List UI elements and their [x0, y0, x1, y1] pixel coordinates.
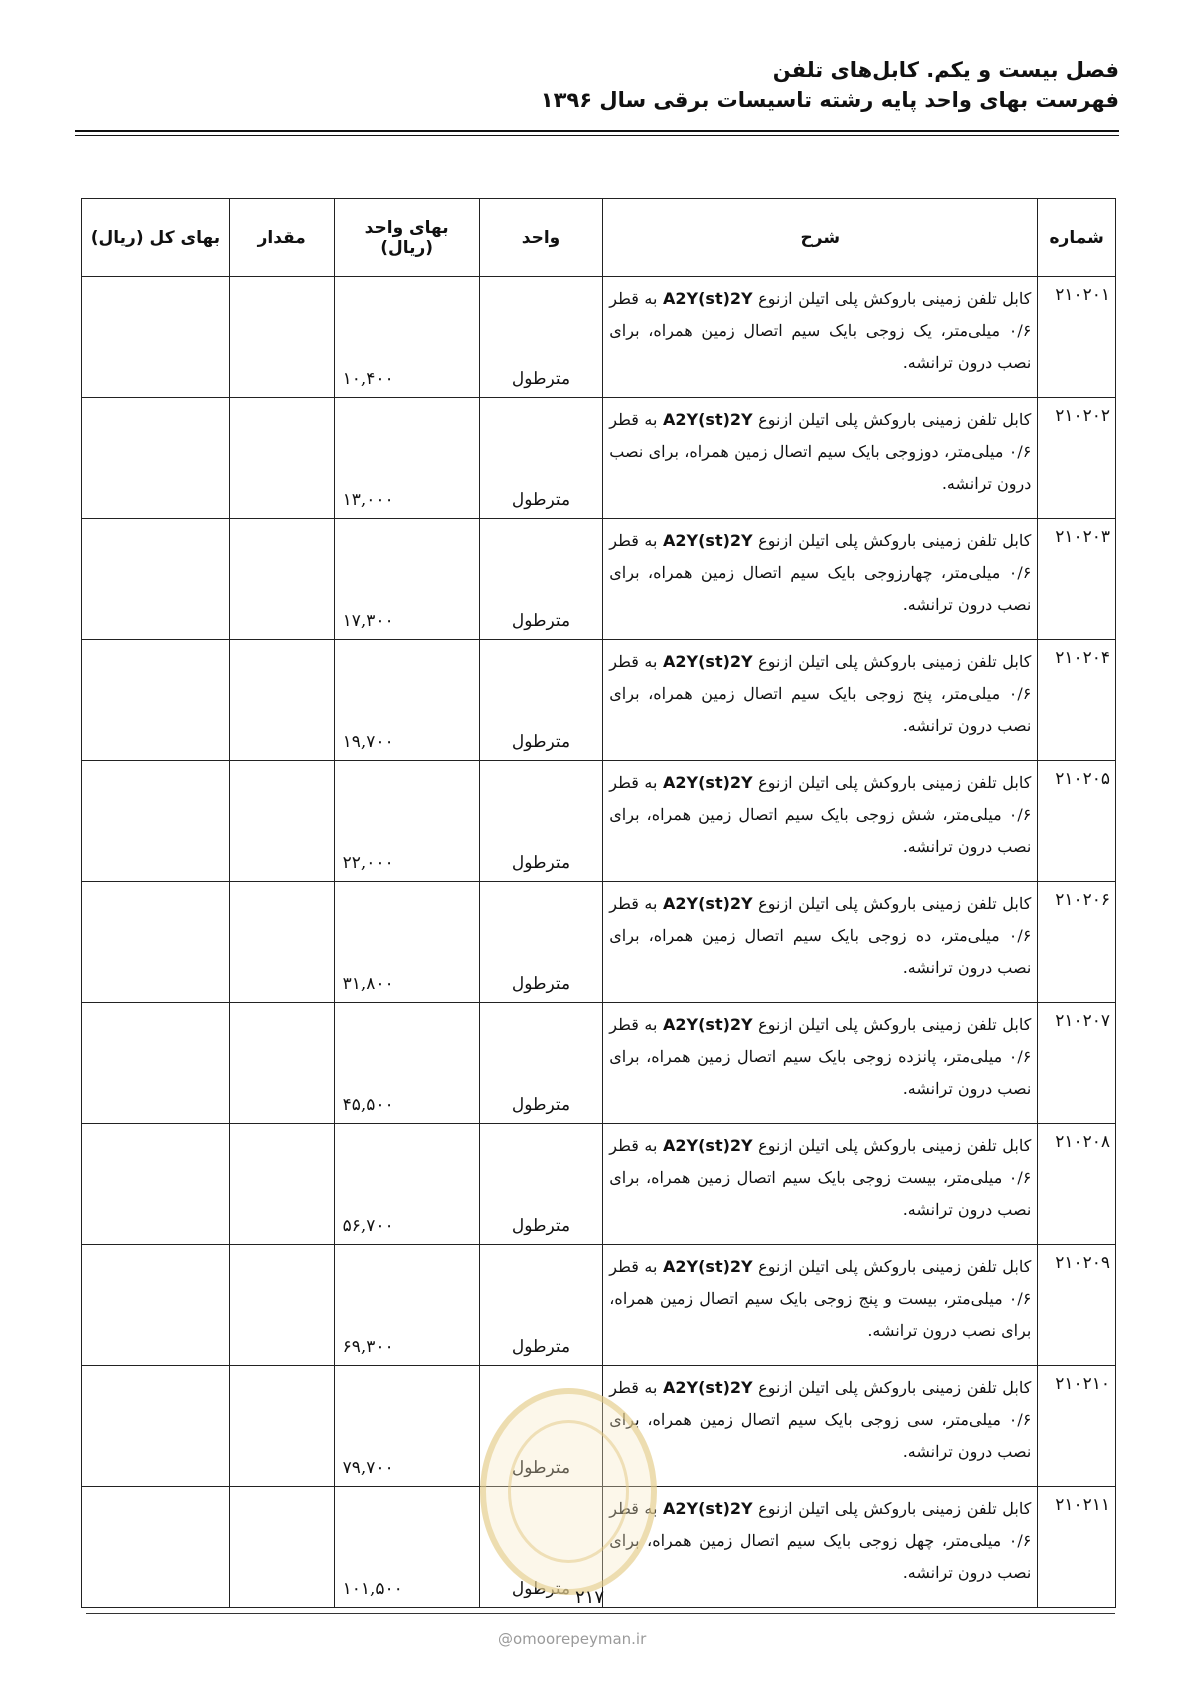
chapter-title: فصل بیست و یکم. کابل‌های تلفن: [772, 58, 1119, 82]
row-unit: مترطول: [479, 1245, 603, 1366]
table-row: [82, 1124, 1116, 1245]
cable-type: A2Y(st)2Y: [663, 531, 753, 550]
row-description: [603, 1124, 1038, 1245]
row-unit-price: ۲۲,۰۰۰: [334, 761, 479, 882]
row-unit: مترطول: [479, 1003, 603, 1124]
desc-suffix: به قطر ۰/۶ میلی‌متر، بیست زوجی بایک سیم اتصال زمین همراه، برای نصب درون ترانشه.: [609, 1136, 1032, 1219]
desc-suffix: به قطر ۰/۶ میلی‌متر، پانزده زوجی بایک سیم اتصال زمین همراه، برای نصب درون ترانشه.: [609, 1015, 1032, 1098]
website-watermark: @omoorepeyman.ir: [498, 1630, 647, 1648]
desc-suffix: به قطر ۰/۶ میلی‌متر، چهارزوجی بایک سیم اتصال زمین همراه، برای نصب درون ترانشه.: [609, 531, 1032, 614]
row-description: [603, 882, 1038, 1003]
row-total-price: [82, 398, 230, 519]
row-number: ۲۱۰۲۰۲: [1038, 398, 1116, 519]
row-total-price: [82, 761, 230, 882]
row-quantity: [229, 1124, 334, 1245]
row-unit: مترطول: [479, 640, 603, 761]
cable-type: A2Y(st)2Y: [663, 652, 753, 671]
header-total-price: بهای کل (ریال): [82, 199, 230, 277]
row-description: [603, 519, 1038, 640]
row-unit-price: ۴۵,۵۰۰: [334, 1003, 479, 1124]
row-total-price: [82, 277, 230, 398]
row-number: ۲۱۰۲۱۱: [1038, 1487, 1116, 1608]
row-number: ۲۱۰۲۰۳: [1038, 519, 1116, 640]
cable-type: A2Y(st)2Y: [663, 289, 753, 308]
row-description: [603, 1245, 1038, 1366]
header-description: شرح: [603, 199, 1038, 277]
desc-suffix: به قطر ۰/۶ میلی‌متر، ده زوجی بایک سیم اتصال زمین همراه، برای نصب درون ترانشه.: [609, 894, 1032, 977]
row-total-price: [82, 1003, 230, 1124]
row-number: ۲۱۰۲۰۶: [1038, 882, 1116, 1003]
header-number: شماره: [1038, 199, 1116, 277]
row-total-price: [82, 519, 230, 640]
row-total-price: [82, 1124, 230, 1245]
table-row: [82, 882, 1116, 1003]
row-total-price: [82, 1366, 230, 1487]
header-rule-thin: [75, 135, 1119, 136]
row-quantity: [229, 1003, 334, 1124]
row-unit: مترطول: [479, 882, 603, 1003]
row-unit: مترطول: [479, 1487, 603, 1608]
row-total-price: [82, 882, 230, 1003]
desc-prefix: کابل تلفن زمینی باروکش پلی اتیلن ازنوع: [758, 410, 1032, 429]
header-unit: واحد: [479, 199, 603, 277]
row-number: ۲۱۰۲۰۱: [1038, 277, 1116, 398]
row-number: ۲۱۰۲۰۴: [1038, 640, 1116, 761]
desc-prefix: کابل تلفن زمینی باروکش پلی اتیلن ازنوع: [758, 894, 1032, 913]
table-row: [82, 277, 1116, 398]
desc-prefix: کابل تلفن زمینی باروکش پلی اتیلن ازنوع: [758, 1499, 1032, 1518]
cable-type: A2Y(st)2Y: [663, 773, 753, 792]
row-quantity: [229, 1366, 334, 1487]
row-unit: مترطول: [479, 277, 603, 398]
page-header: [541, 58, 1119, 112]
row-unit-price: ۱۹,۷۰۰: [334, 640, 479, 761]
desc-prefix: کابل تلفن زمینی باروکش پلی اتیلن ازنوع: [758, 289, 1032, 308]
row-quantity: [229, 277, 334, 398]
footer-rule: [86, 1613, 1115, 1614]
row-unit-price: ۷۹,۷۰۰: [334, 1366, 479, 1487]
desc-prefix: کابل تلفن زمینی باروکش پلی اتیلن ازنوع: [758, 652, 1032, 671]
table-row: [82, 398, 1116, 519]
row-quantity: [229, 1245, 334, 1366]
row-number: ۲۱۰۲۰۹: [1038, 1245, 1116, 1366]
table-row: [82, 640, 1116, 761]
desc-suffix: به قطر ۰/۶ میلی‌متر، یک زوجی بایک سیم اتصال زمین همراه، برای نصب درون ترانشه.: [609, 289, 1032, 372]
desc-prefix: کابل تلفن زمینی باروکش پلی اتیلن ازنوع: [758, 1136, 1032, 1155]
desc-prefix: کابل تلفن زمینی باروکش پلی اتیلن ازنوع: [758, 773, 1032, 792]
row-quantity: [229, 519, 334, 640]
desc-suffix: به قطر ۰/۶ میلی‌متر، دوزوجی بایک سیم اتصال زمین همراه، برای نصب درون ترانشه.: [609, 410, 1032, 493]
row-description: [603, 640, 1038, 761]
row-unit-price: ۱۰۱,۵۰۰: [334, 1487, 479, 1608]
cable-type: A2Y(st)2Y: [663, 1015, 753, 1034]
row-number: ۲۱۰۲۰۷: [1038, 1003, 1116, 1124]
row-unit: مترطول: [479, 761, 603, 882]
row-unit: مترطول: [479, 398, 603, 519]
cable-type: A2Y(st)2Y: [663, 1136, 753, 1155]
desc-prefix: کابل تلفن زمینی باروکش پلی اتیلن ازنوع: [758, 1378, 1032, 1397]
table-row: [82, 519, 1116, 640]
row-number: ۲۱۰۲۰۵: [1038, 761, 1116, 882]
table-row: [82, 1245, 1116, 1366]
row-unit: مترطول: [479, 1124, 603, 1245]
desc-suffix: به قطر ۰/۶ میلی‌متر، بیست و پنج زوجی بایک سیم اتصال زمین همراه، برای نصب درون ترانشه.: [609, 1257, 1032, 1340]
cable-type: A2Y(st)2Y: [663, 1378, 753, 1397]
document-subtitle: فهرست بهای واحد پایه رشته تاسیسات برقی سال ۱۳۹۶: [540, 88, 1119, 112]
row-total-price: [82, 640, 230, 761]
row-quantity: [229, 882, 334, 1003]
row-quantity: [229, 761, 334, 882]
row-description: [603, 761, 1038, 882]
header-unit-price: بهای واحد (ریال): [334, 199, 479, 277]
table-row: [82, 761, 1116, 882]
desc-suffix: به قطر ۰/۶ میلی‌متر، سی زوجی بایک سیم اتصال زمین همراه، برای نصب درون ترانشه.: [609, 1378, 1032, 1461]
table-row: [82, 1003, 1116, 1124]
row-description: [603, 398, 1038, 519]
watermark-seal: [480, 1388, 657, 1595]
table-header-row: [82, 199, 1116, 277]
header-quantity: مقدار: [229, 199, 334, 277]
row-unit-price: ۱۷,۳۰۰: [334, 519, 479, 640]
row-description: [603, 1366, 1038, 1487]
desc-suffix: به قطر ۰/۶ میلی‌متر، پنج زوجی بایک سیم اتصال زمین همراه، برای نصب درون ترانشه.: [609, 652, 1032, 735]
row-unit: مترطول: [479, 519, 603, 640]
row-description: [603, 1487, 1038, 1608]
row-total-price: [82, 1245, 230, 1366]
desc-prefix: کابل تلفن زمینی باروکش پلی اتیلن ازنوع: [758, 1257, 1032, 1276]
row-quantity: [229, 1487, 334, 1608]
row-unit-price: ۳۱,۸۰۰: [334, 882, 479, 1003]
row-unit-price: ۱۳,۰۰۰: [334, 398, 479, 519]
desc-suffix: به قطر ۰/۶ میلی‌متر، شش زوجی بایک سیم اتصال زمین همراه، برای نصب درون ترانشه.: [609, 773, 1032, 856]
row-number: ۲۱۰۲۰۸: [1038, 1124, 1116, 1245]
row-description: [603, 277, 1038, 398]
row-total-price: [82, 1487, 230, 1608]
desc-prefix: کابل تلفن زمینی باروکش پلی اتیلن ازنوع: [758, 531, 1032, 550]
row-unit-price: ۶۹,۳۰۰: [334, 1245, 479, 1366]
row-unit-price: ۵۶,۷۰۰: [334, 1124, 479, 1245]
desc-prefix: کابل تلفن زمینی باروکش پلی اتیلن ازنوع: [758, 1015, 1032, 1034]
cable-type: A2Y(st)2Y: [663, 894, 753, 913]
row-description: [603, 1003, 1038, 1124]
cable-type: A2Y(st)2Y: [663, 1257, 753, 1276]
page-number: ۲۱۷: [575, 1587, 605, 1608]
row-unit-price: ۱۰,۴۰۰: [334, 277, 479, 398]
row-quantity: [229, 398, 334, 519]
header-rule-thick: [75, 130, 1119, 132]
row-number: ۲۱۰۲۱۰: [1038, 1366, 1116, 1487]
desc-suffix: به قطر ۰/۶ میلی‌متر، چهل زوجی بایک سیم اتصال زمین همراه، برای نصب درون ترانشه.: [609, 1499, 1032, 1582]
cable-type: A2Y(st)2Y: [663, 1499, 753, 1518]
row-quantity: [229, 640, 334, 761]
cable-type: A2Y(st)2Y: [663, 410, 753, 429]
row-unit: مترطول: [479, 1366, 603, 1487]
